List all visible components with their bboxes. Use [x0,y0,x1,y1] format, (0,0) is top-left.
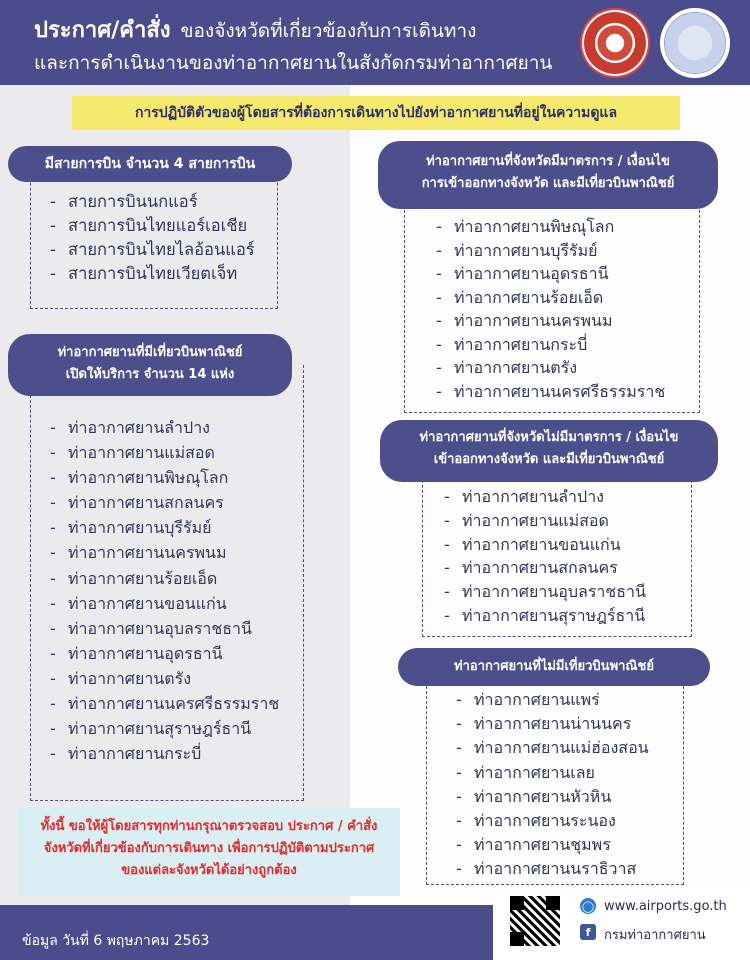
list-item-text: ท่าอากาศยานลำปาง [462,487,604,506]
bullet-dash: - [50,593,56,613]
list-item-text: ท่าอากาศยานนครศรีธรรมราช [68,694,280,714]
list-item-text: ท่าอากาศยานร้อยเอ็ด [454,287,604,307]
header-title-bold: ประกาศ/คำสั่ง [34,18,171,43]
list-item-text: ท่าอากาศยานแม่ฮ่องสอน [474,738,649,758]
list-item [50,666,279,691]
list-item [456,785,649,809]
list-item [50,716,279,741]
bullet-dash: - [456,762,462,782]
list-item [436,356,665,380]
list-item-text: ท่าอากาศยานระนอง [474,811,616,831]
list-item-text: ท่าอากาศยานร้อยเอ็ด [68,568,218,588]
bullet-dash: - [50,216,56,235]
list-item-text: ท่าอากาศยานบุรีรัมย์ [68,518,212,538]
bullet-dash: - [50,719,56,739]
bullet-dash: - [456,738,462,758]
list-item-text: ท่าอากาศยานกระบี่ [454,334,588,354]
unrestricted-list [444,485,646,628]
list-item [50,490,279,515]
unrestricted-title-line1: ท่าอากาศยานที่จังหวัดไม่มีมาตรการ / เงื่อนไข [419,430,679,445]
list-item-text: ท่าอากาศยานอุบลราชธานี [68,618,252,638]
bullet-dash: - [50,694,56,714]
list-item-text: ท่าอากาศยานลำปาง [68,418,210,437]
list-item [50,566,279,591]
list-item [50,214,255,238]
list-item-text: ท่าอากาศยานสกลนคร [462,558,618,578]
list-item-text: ท่าอากาศยานตรัง [68,668,192,688]
unrestricted-title [380,420,718,482]
no-flights-title [398,648,710,686]
qr-code[interactable] [510,896,560,946]
advisory-note-line3: ของแต่ละจังหวัดได้อย่างถูกต้อง [121,863,297,878]
advisory-note [18,808,400,896]
list-item [50,440,279,465]
list-item-text: ท่าอากาศยานพิษณุโลก [454,217,615,236]
no-flights-title-text: ท่าอากาศยานที่ไม่มีเที่ยวบินพาณิชย์ [454,659,654,674]
bullet-dash: - [50,543,56,563]
list-item [50,616,279,641]
no-flights-list [456,688,649,882]
list-item [436,309,665,333]
list-item [444,556,646,580]
list-item [444,533,646,557]
list-item [50,540,279,565]
list-item [456,761,649,785]
list-item [50,691,279,716]
bullet-dash: - [456,714,462,734]
bullet-dash: - [444,487,450,506]
bullet-dash: - [436,217,442,236]
open-airports-title [8,334,292,396]
list-item [50,741,279,766]
bullet-dash: - [444,605,450,625]
list-item [50,515,279,540]
list-item [444,580,646,604]
list-item-text: ท่าอากาศยานอุดรธานี [454,264,609,283]
website-link[interactable]: www.airports.go.th [604,899,727,914]
bullet-dash: - [50,744,56,764]
open-airports-title-line1: ท่าอากาศยานที่มีเที่ยวบินพาณิชย์ [57,345,243,360]
list-item [436,333,665,357]
list-item [50,238,255,262]
list-item-text: ท่าอากาศยานนครพนม [454,311,613,330]
list-item [444,604,646,628]
list-item [444,485,646,509]
bullet-dash: - [436,264,442,283]
list-item-text: ท่าอากาศยานตรัง [454,358,578,377]
unrestricted-title-line2: เข้าออกทางจังหวัด และมีเที่ยวบินพาณิชย์ [433,452,665,467]
restricted-list [436,215,665,403]
list-item-text: ท่าอากาศยานสุราษฎร์ธานี [462,605,646,625]
list-item [436,262,665,286]
list-item-text: ท่าอากาศยานน่านนคร [474,714,632,734]
bullet-dash: - [436,287,442,307]
list-item [50,465,279,490]
list-item-text: ท่าอากาศยานขอนแก่น [462,534,621,554]
bullet-dash: - [456,811,462,831]
department-of-airports-logo [660,8,730,78]
list-item-text: ท่าอากาศยานแพร่ [474,690,600,709]
restricted-title-line1: ท่าอากาศยานที่จังหวัดมีมาตรการ / เงื่อนไข [426,154,670,169]
list-item-text: สายการบินไทยไลอ้อนแอร์ [68,240,255,259]
list-item-text: ท่าอากาศยานแม่สอด [462,510,609,530]
list-item-text: ท่าอากาศยานพิษณุโลก [68,468,229,488]
facebook-icon: f [580,924,596,940]
bullet-dash: - [50,192,56,211]
bullet-dash: - [50,518,56,538]
advisory-note-line2: จังหวัดที่เกี่ยวข้องกับการเดินทาง เพื่อการปฏิบัติตามประกาศ [43,841,375,856]
list-item-text: ท่าอากาศยานนครศรีธรรมราช [454,381,666,401]
list-item-text: ท่าอากาศยานนราธิวาส [474,859,637,879]
bullet-dash: - [436,311,442,330]
airlines-list [50,190,255,286]
bullet-dash: - [444,510,450,530]
list-item-text: สายการบินนกแอร์ [68,192,198,211]
list-item-text: ท่าอากาศยานอุดรธานี [68,643,223,663]
bullet-dash: - [50,618,56,638]
bullet-dash: - [50,493,56,513]
open-airports-list [50,415,279,766]
list-item [456,857,649,881]
list-item-text: ท่าอากาศยานสุราษฎร์ธานี [68,719,252,739]
list-item-text: ท่าอากาศยานนครพนม [68,543,227,563]
bullet-dash: - [436,358,442,377]
list-item-text: ท่าอากาศยานขอนแก่น [68,593,227,613]
bullet-dash: - [444,582,450,602]
list-item [50,190,255,214]
list-item-text: สายการบินไทยแอร์เอเชีย [68,216,248,235]
header-title [34,12,476,47]
restricted-title-line2: การเข้าออกทางจังหวัด และมีเที่ยวบินพาณิชย์ [421,176,675,191]
bullet-dash: - [50,668,56,688]
list-item-text: ท่าอากาศยานชุมพร [474,835,611,855]
list-item-text: ท่าอากาศยานบุรีรัมย์ [454,240,598,260]
restricted-title [378,141,718,209]
bullet-dash: - [436,381,442,401]
list-item-text: สายการบินไทยเวียตเจ็ท [68,264,238,283]
list-item [456,736,649,760]
list-item-text: ท่าอากาศยานอุบลราชธานี [462,582,646,602]
bullet-dash: - [50,643,56,663]
banner: การปฏิบัติตัวของผู้โดยสารที่ต้องการเดินทางไปยังท่าอากาศยานที่อยู่ในความดูแล [72,96,680,130]
bullet-dash: - [456,835,462,855]
globe-icon: ◯ [581,899,595,913]
airlines-title [8,146,292,182]
list-item [50,415,279,440]
bullet-dash: - [444,534,450,554]
advisory-note-line1: ทั้งนี้ ขอให้ผู้โดยสารทุกท่านกรุณาตรวจสอบ ประกาศ / คำสั่ง [40,819,378,834]
list-item [436,215,665,239]
list-item [456,712,649,736]
bullet-dash: - [444,558,450,578]
bullet-dash: - [456,859,462,879]
list-item [436,239,665,263]
list-item [456,833,649,857]
bullet-dash: - [50,264,56,283]
list-item [444,509,646,533]
bullet-dash: - [50,240,56,259]
list-item [50,591,279,616]
bullet-dash: - [50,568,56,588]
list-item-text: ท่าอากาศยานกระบี่ [68,744,202,764]
list-item [436,380,665,404]
bullet-dash: - [436,240,442,260]
header-title-rest: ของจังหวัดที่เกี่ยวข้องกับการเดินทาง [180,20,477,42]
header-subtitle: และการดำเนินงานของท่าอากาศยานในสังกัดกรมท่าอากาศยาน [34,52,553,74]
bullet-dash: - [456,786,462,806]
bullet-dash: - [456,690,462,709]
bullet-dash: - [436,334,442,354]
province-seal-logo [580,8,650,78]
facebook-link[interactable]: กรมท่าอากาศยาน [604,928,706,943]
list-item [50,641,279,666]
list-item-text: ท่าอากาศยานเลย [474,762,595,782]
airlines-title-text: มีสายการบิน จำนวน 4 สายการบิน [44,156,256,172]
open-airports-title-line2: เปิดให้บริการ จำนวน 14 แห่ง [65,367,235,382]
list-item-text: ท่าอากาศยานสกลนคร [68,493,224,513]
data-date: ข้อมูล วันที่ 6 พฤษภาคม 2563 [22,933,210,949]
list-item-text: ท่าอากาศยานแม่สอด [68,443,215,463]
list-item [456,688,649,712]
list-item [50,262,255,286]
list-item [436,286,665,310]
bullet-dash: - [50,443,56,463]
bullet-dash: - [50,468,56,488]
list-item-text: ท่าอากาศยานหัวหิน [474,786,612,806]
bullet-dash: - [50,418,56,437]
list-item [456,809,649,833]
